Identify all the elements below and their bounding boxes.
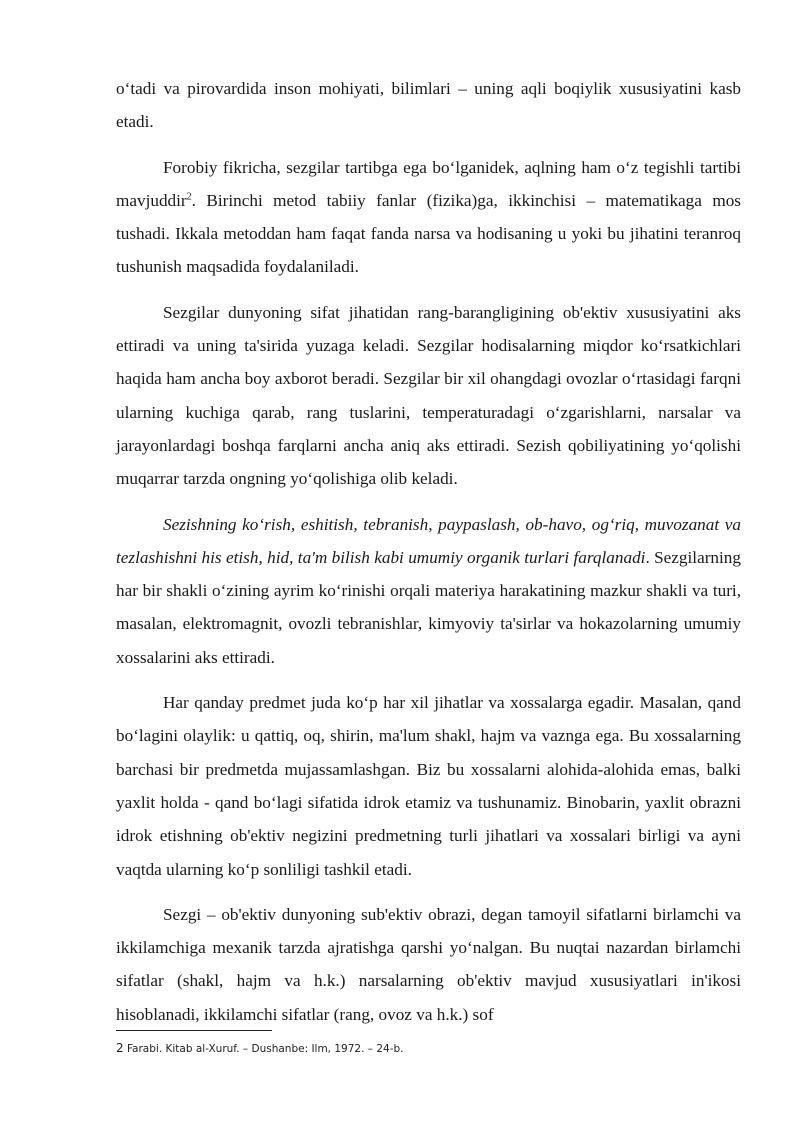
paragraph-6-text: Sezgi – ob'ektiv dunyoning sub'ektiv obrazi, degan tamoyil sifatlarni birlamchi va ikkilamchiga mexanik tarzda ajratishga qarshi yo‘nalgan. Bu nuqtai nazardan birlamchi sifatlar (shakl, hajm va h.k.) narsalarning ob'ektiv mavjud xususiyatlari in'ikosi hisoblanadi, ikkilamchi sifatlar (rang, ovoz va h.k.) sof	[116, 904, 741, 1024]
body-text	[116, 72, 741, 1031]
paragraph-1	[116, 72, 741, 139]
footnote-text: Farabi. Kitab al-Xuruf. – Dushanbe: Ilm, 1972. – 24-b.	[123, 1043, 404, 1055]
paragraph-6	[116, 898, 741, 1031]
footnote-number: 2	[116, 1041, 124, 1055]
paragraph-3	[116, 296, 741, 496]
paragraph-4-text: . Sezgilarning har bir shakli o‘zining ayrim ko‘rinishi orqali materiya harakatining mazkur shakli va turi, masalan, elektromagnit, ovozli tebranishlar, kimyoviy ta'sirlar va hokazolarning umumiy xossalarini aks ettiradi.	[116, 547, 741, 667]
footnote-reference[interactable]: 2	[186, 191, 192, 203]
paragraph-5-text: Har qanday predmet juda ko‘p har xil jihatlar va xossalarga egadir. Masalan, qand bo‘lagini olaylik: u qattiq, oq, shirin, ma'lum shakl, hajm va vaznga ega. Bu xossalarning barchasi bir predmetda mujassamlashgan. Biz bu xossalarni alohida-alohida emas, balki yaxlit holda - qand bo‘lagi sifatida idrok etamiz va tushunamiz. Binobarin, yaxlit obrazni idrok etishning ob'ektiv negizini predmetning turli jihatlari va xossalari birligi va ayni vaqtda ularning ko‘p sonliligi tashkil etadi.	[116, 693, 741, 879]
paragraph-2	[116, 151, 741, 284]
footnote	[116, 1041, 404, 1055]
footnote-separator	[116, 1030, 272, 1031]
paragraph-5	[116, 686, 741, 886]
paragraph-3-text: Sezgilar dunyoning sifat jihatidan rang-barangligining ob'ektiv xususiyatini aks ettiradi va uning ta'sirida yuzaga keladi. Sezgilar hodisalarning miqdor ko‘rsatkichlari haqida ham ancha boy axborot beradi. Sezgilar bir xil ohangdagi ovozlar o‘rtasidagi farqni ularning kuchiga qarab, rang tuslarini, temperaturadagi o‘zgarishlarni, narsalar va jarayonlardagi boshqa farqlarni ancha aniq aks ettiradi. Sezish qobiliyatining yo‘qolishi muqarrar tarzda ongning yo‘qolishiga olib keladi.	[116, 302, 741, 489]
paragraph-1-text: o‘tadi va pirovardida inson mohiyati, bilimlari – uning aqli boqiylik xususiyatini kasb etadi.	[116, 79, 741, 132]
paragraph-4-italic-text: Sezishning ko‘rish, eshitish, tebranish, paypaslash, ob-havo, og‘riq, muvozanat va tezlashishni his etish, hid, ta'm bilish kabi umumiy organik turlari farqlanadi	[116, 514, 741, 567]
paragraph-2-text-b: . Birinchi metod tabiiy fanlar (fizika)ga, ikkinchisi – matematikaga mos tushadi. Ikkala metoddan ham faqat fanda narsa va hodisaning u yoki bu jihatini teranroq tushunish maqsadida foydalaniladi.	[116, 190, 741, 277]
paragraph-2-text-a: Forobiy fikricha, sezgilar tartibga ega bo‘lganidek, aqlning ham o‘z tegishli tartibi mavjuddir	[116, 157, 741, 210]
paragraph-4	[116, 508, 741, 674]
